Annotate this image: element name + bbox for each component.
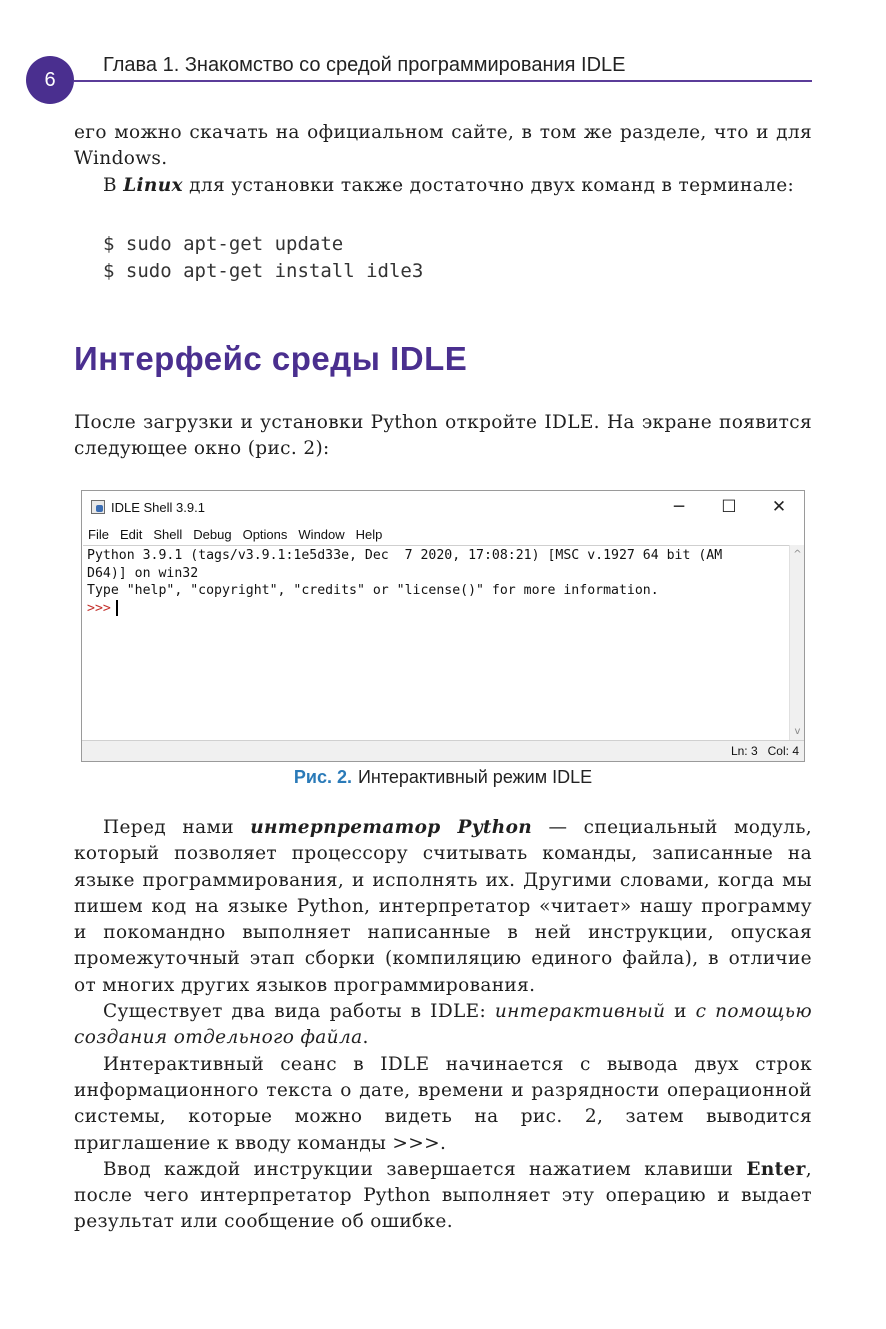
intro-paragraph-1: его можно скачать на официальном сайте, в том же разделе, что и для Windows.: [74, 122, 812, 170]
interactive-term: интерактивный: [494, 1001, 666, 1023]
intro-paragraph-2: [74, 173, 812, 199]
window-controls: [654, 491, 804, 523]
main-body-text: [74, 815, 812, 1236]
idle-shell-window: [81, 490, 805, 762]
python-app-icon: [91, 500, 105, 514]
scroll-down-arrow-icon[interactable]: v: [794, 725, 801, 737]
window-titlebar[interactable]: [82, 491, 804, 523]
p2-after: .: [362, 1027, 369, 1049]
menu-window[interactable]: Window: [298, 526, 345, 542]
page-number: 6: [44, 68, 56, 91]
line-indicator: Ln: 3: [730, 744, 758, 758]
terminal-commands: [103, 231, 423, 285]
prompt-line[interactable]: [87, 600, 785, 618]
shell-output-line: Type "help", "copyright", "credits" or "license()" for more information.: [87, 583, 659, 598]
menu-help[interactable]: Help: [355, 526, 383, 542]
enter-key-term: Enter: [746, 1158, 806, 1180]
menu-bar: [82, 523, 804, 545]
page-number-badge: [26, 56, 74, 104]
maximize-button[interactable]: ☐: [721, 497, 737, 517]
body-paragraph-4: [74, 1157, 812, 1236]
column-indicator: Col: 4: [767, 744, 799, 758]
p1-before: Перед нами: [103, 817, 251, 838]
code-line-2: $ sudo apt-get install idle3: [103, 260, 424, 282]
vertical-scrollbar[interactable]: [789, 545, 804, 740]
menu-file[interactable]: File: [88, 526, 109, 542]
menu-edit[interactable]: Edit: [119, 526, 143, 542]
figure-caption-text: Интерактивный режим IDLE: [357, 767, 593, 787]
figure-label: Рис. 2.: [293, 767, 352, 787]
body-paragraph-3: Интерактивный сеанс в IDLE начинается с вывода двух строк информационного текста о дате, времени и разрядности операционной системы, которые можно видеть на рис. 2, затем выводится приглашение к вводу команды >>>.: [74, 1053, 812, 1154]
text-cursor: [116, 600, 118, 616]
section-heading: Интерфейс среды IDLE: [74, 340, 468, 377]
linux-term: Linux: [123, 174, 183, 196]
intro-p2-after: для установки также достаточно двух команд в терминале:: [182, 174, 795, 196]
shell-output-line: D64)] on win32: [87, 565, 199, 581]
body-paragraph-1: [74, 815, 812, 999]
menu-options[interactable]: Options: [242, 526, 288, 542]
p2-mid: и: [665, 1001, 696, 1023]
p1-after: — специальный модуль, который позволяет процессору считывать команды, записанные на языке программирования, и исполнять их. Другими словами, когда мы пишем код на языке Python, интерпретатор «читает» нашу программу и покомандно выполняет написанные в ней инструкции, опуская промежуточный этап сборки (компиляцию единого файла), в отличие от многих других языков программирования.: [74, 817, 812, 996]
status-bar: [82, 740, 804, 761]
intro-p2-before: В: [103, 174, 124, 196]
running-title: Глава 1. Знакомство со средой программирования IDLE: [103, 54, 626, 76]
figure-caption: [0, 767, 886, 788]
body-paragraph-2: [74, 999, 812, 1052]
p2-before: Существует два вида работы в IDLE:: [103, 1001, 495, 1023]
p4-before: Ввод каждой инструкции завершается нажатием клавиши: [103, 1158, 747, 1180]
code-line-1: $ sudo apt-get update: [103, 233, 344, 255]
close-button[interactable]: ✕: [771, 497, 787, 517]
section-intro: [74, 410, 812, 463]
scroll-up-arrow-icon[interactable]: ^: [793, 548, 802, 560]
shell-prompt: >>>: [87, 600, 111, 616]
intro-text: [74, 120, 812, 199]
section-paragraph: После загрузки и установки Python откройте IDLE. На экране появится следующее окно (рис. 2):: [74, 412, 812, 460]
file-mode-term: с помощью создания отдельного файла: [74, 1001, 812, 1049]
menu-shell[interactable]: Shell: [153, 526, 183, 542]
minimize-button[interactable]: ─: [673, 497, 685, 517]
header-divider: [74, 80, 812, 82]
shell-output-line: Python 3.9.1 (tags/v3.9.1:1e5d33e, Dec 7 2020, 17:08:21) [MSC v.1927 64 bit (AM: [87, 548, 723, 563]
interpreter-term: интерпретатор Python: [250, 817, 533, 838]
menu-debug[interactable]: Debug: [193, 526, 232, 542]
shell-editor[interactable]: [83, 545, 789, 740]
p4-after: , после чего интерпретатор Python выполняет эту операцию и выдает результат или сообщение об ошибке.: [74, 1158, 812, 1233]
window-title: IDLE Shell 3.9.1: [111, 499, 205, 515]
